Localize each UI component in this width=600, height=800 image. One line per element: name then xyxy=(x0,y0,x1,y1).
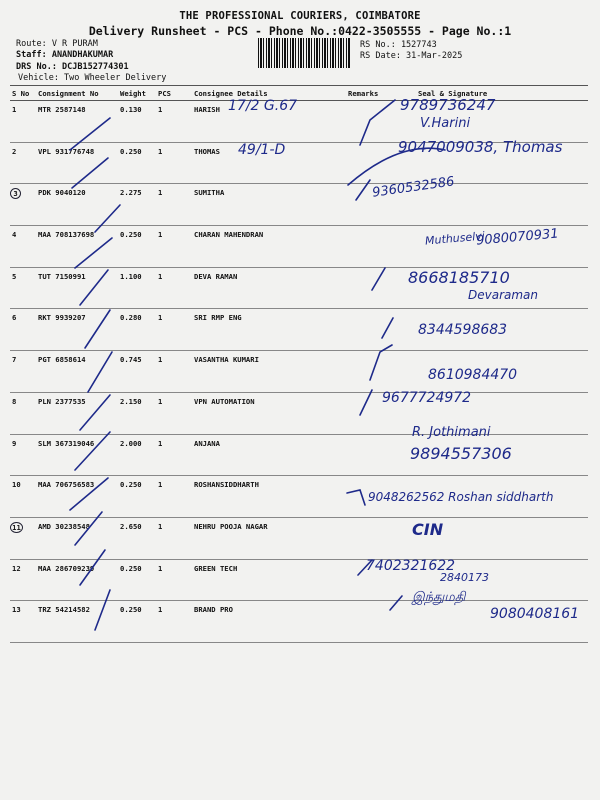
cell-consignee: DEVA RAMAN xyxy=(192,267,346,309)
cell-weight: 2.000 xyxy=(118,434,156,476)
cell-remarks xyxy=(346,351,406,393)
cell-consignment: VPL 931776748 xyxy=(36,142,118,184)
handwritten-phone: 9080408161 xyxy=(490,606,580,622)
cell-consignee: GREEN TECH xyxy=(192,559,346,601)
cell-pcs: 1 xyxy=(156,476,192,518)
drs-number: DRS No.: DCJB152774301 xyxy=(16,62,129,72)
cell-sno: 5 xyxy=(10,267,36,309)
col-consignment: Consignment No xyxy=(36,86,118,101)
cell-weight: 2.650 xyxy=(118,517,156,559)
cell-weight: 0.130 xyxy=(118,101,156,143)
cell-weight: 0.250 xyxy=(118,142,156,184)
cell-consignment: AMD 30238548 xyxy=(36,517,118,559)
cell-sno: 12 xyxy=(10,559,36,601)
cell-pcs: 1 xyxy=(156,226,192,268)
col-sno: S No xyxy=(10,86,36,101)
rs-number: RS No.: 1527743 xyxy=(360,40,437,50)
cell-consignee: HARISH xyxy=(192,101,346,143)
table-row xyxy=(10,101,588,143)
cell-sno: 10 xyxy=(10,476,36,518)
col-signature: Seal & Signature xyxy=(406,86,588,101)
cell-consignee: SUMITHA xyxy=(192,184,346,226)
handwritten-phone: 9789736247 xyxy=(400,96,496,114)
cell-remarks xyxy=(346,226,406,268)
cell-pcs: 1 xyxy=(156,517,192,559)
route-label: Route: V R PURAM xyxy=(16,39,98,49)
cell-remarks xyxy=(346,101,406,143)
handwritten-signature: 9048262562 Roshan siddharth xyxy=(368,490,554,504)
handwritten-phone: 9677724972 xyxy=(382,390,472,406)
cell-sno: 6 xyxy=(10,309,36,351)
cell-weight: 0.250 xyxy=(118,476,156,518)
cell-consignee: ANJANA xyxy=(192,434,346,476)
cell-pcs: 1 xyxy=(156,559,192,601)
handwritten-phone: 7402321622 xyxy=(366,558,456,574)
cell-consignee: CHARAN MAHENDRAN xyxy=(192,226,346,268)
cell-sno: 9 xyxy=(10,434,36,476)
col-pcs: PCS xyxy=(156,86,192,101)
cell-sno xyxy=(10,184,36,226)
cell-consignment: MAA 286709239 xyxy=(36,559,118,601)
col-weight: Weight xyxy=(118,86,156,101)
cell-sno: 8 xyxy=(10,392,36,434)
cell-weight: 2.150 xyxy=(118,392,156,434)
table-row xyxy=(10,184,588,226)
cell-pcs: 1 xyxy=(156,142,192,184)
cell-sno xyxy=(10,517,36,559)
handwritten-phone: 8610984470 xyxy=(428,367,518,383)
col-remarks: Remarks xyxy=(346,86,406,101)
cell-consignment: MTR 2587148 xyxy=(36,101,118,143)
cell-remarks xyxy=(346,309,406,351)
cell-remarks xyxy=(346,601,406,643)
cell-sno: 7 xyxy=(10,351,36,393)
handwritten-phone: 8344598683 xyxy=(418,322,508,338)
runsheet-subtitle: Delivery Runsheet - PCS - Phone No.:0422-3505555 - Page No.:1 xyxy=(88,24,512,38)
cell-remarks xyxy=(346,434,406,476)
handwritten-phone: 8668185710 xyxy=(408,268,510,287)
cell-weight: 0.250 xyxy=(118,601,156,643)
cell-sno: 13 xyxy=(10,601,36,643)
handwritten-signature: R. Jothimani xyxy=(412,425,491,440)
handwritten-signature: இந்துமதி xyxy=(412,590,466,605)
cell-consignee: THOMAS xyxy=(192,142,346,184)
cell-remarks xyxy=(346,142,406,184)
cell-consignee: BRAND PRO xyxy=(192,601,346,643)
cell-weight: 2.275 xyxy=(118,184,156,226)
cell-consignment: RKT 9939207 xyxy=(36,309,118,351)
handwritten-signature: 2840173 xyxy=(440,571,489,584)
cell-weight: 0.745 xyxy=(118,351,156,393)
cell-pcs: 1 xyxy=(156,434,192,476)
cell-sno: 4 xyxy=(10,226,36,268)
cell-consignment: PLN 2377535 xyxy=(36,392,118,434)
cell-consignee: NEHRU POOJA NAGAR xyxy=(192,517,346,559)
handwritten-phone: 9360532586 xyxy=(371,174,456,201)
handwritten-signature: CIN xyxy=(412,520,444,539)
cell-pcs: 1 xyxy=(156,351,192,393)
circled-sno: 11 xyxy=(10,522,23,533)
handwritten-signature: V.Harini xyxy=(420,116,471,131)
col-consignee: Consignee Details xyxy=(192,86,346,101)
cell-pcs: 1 xyxy=(156,392,192,434)
barcode xyxy=(258,38,350,68)
table-header-row xyxy=(10,86,588,101)
table-row xyxy=(10,392,588,434)
table-row xyxy=(10,559,588,601)
cell-remarks xyxy=(346,517,406,559)
cell-consignee: VPN AUTOMATION xyxy=(192,392,346,434)
circled-sno: 3 xyxy=(10,188,21,199)
rs-date: RS Date: 31-Mar-2025 xyxy=(360,51,463,61)
cell-weight: 1.100 xyxy=(118,267,156,309)
vehicle-label: Vehicle: Two Wheeler Delivery xyxy=(18,73,167,83)
cell-consignment: MAA 708137698 xyxy=(36,226,118,268)
cell-pcs: 1 xyxy=(156,601,192,643)
handwritten-phone: 9894557306 xyxy=(410,444,512,463)
handwritten-signature: Devaraman xyxy=(468,288,539,302)
cell-consignment: SLM 367319046 xyxy=(36,434,118,476)
cell-consignment: PDK 9040120 xyxy=(36,184,118,226)
cell-consignment: PGT 6858614 xyxy=(36,351,118,393)
cell-pcs: 1 xyxy=(156,309,192,351)
staff-label: Staff: ANANDHAKUMAR xyxy=(16,50,114,60)
handwritten-signature: Muthuselvi xyxy=(424,229,486,248)
cell-weight: 0.250 xyxy=(118,559,156,601)
handwritten-phone: 9080070931 xyxy=(475,226,560,249)
table-row xyxy=(10,517,588,559)
cell-consignment: MAA 706756583 xyxy=(36,476,118,518)
cell-consignee: VASANTHA KUMARI xyxy=(192,351,346,393)
cell-sno: 2 xyxy=(10,142,36,184)
cell-sno: 1 xyxy=(10,101,36,143)
cell-remarks xyxy=(346,267,406,309)
cell-weight: 0.250 xyxy=(118,226,156,268)
handwritten-signature: 9047009038, Thomas xyxy=(398,138,563,156)
cell-pcs: 1 xyxy=(156,101,192,143)
cell-weight: 0.280 xyxy=(118,309,156,351)
cell-pcs: 1 xyxy=(156,267,192,309)
cell-consignment: TUT 7150991 xyxy=(36,267,118,309)
cell-consignee: ROSHANSIDDHARTH xyxy=(192,476,346,518)
handwritten-address: 17/2 G.67 xyxy=(228,98,298,114)
handwritten-address: 49/1-D xyxy=(238,142,286,158)
company-title: THE PROFESSIONAL COURIERS, COIMBATORE xyxy=(179,10,421,22)
cell-pcs: 1 xyxy=(156,184,192,226)
cell-consignee: SRI RMP ENG xyxy=(192,309,346,351)
cell-consignment: TRZ 54214582 xyxy=(36,601,118,643)
delivery-table xyxy=(10,85,588,643)
